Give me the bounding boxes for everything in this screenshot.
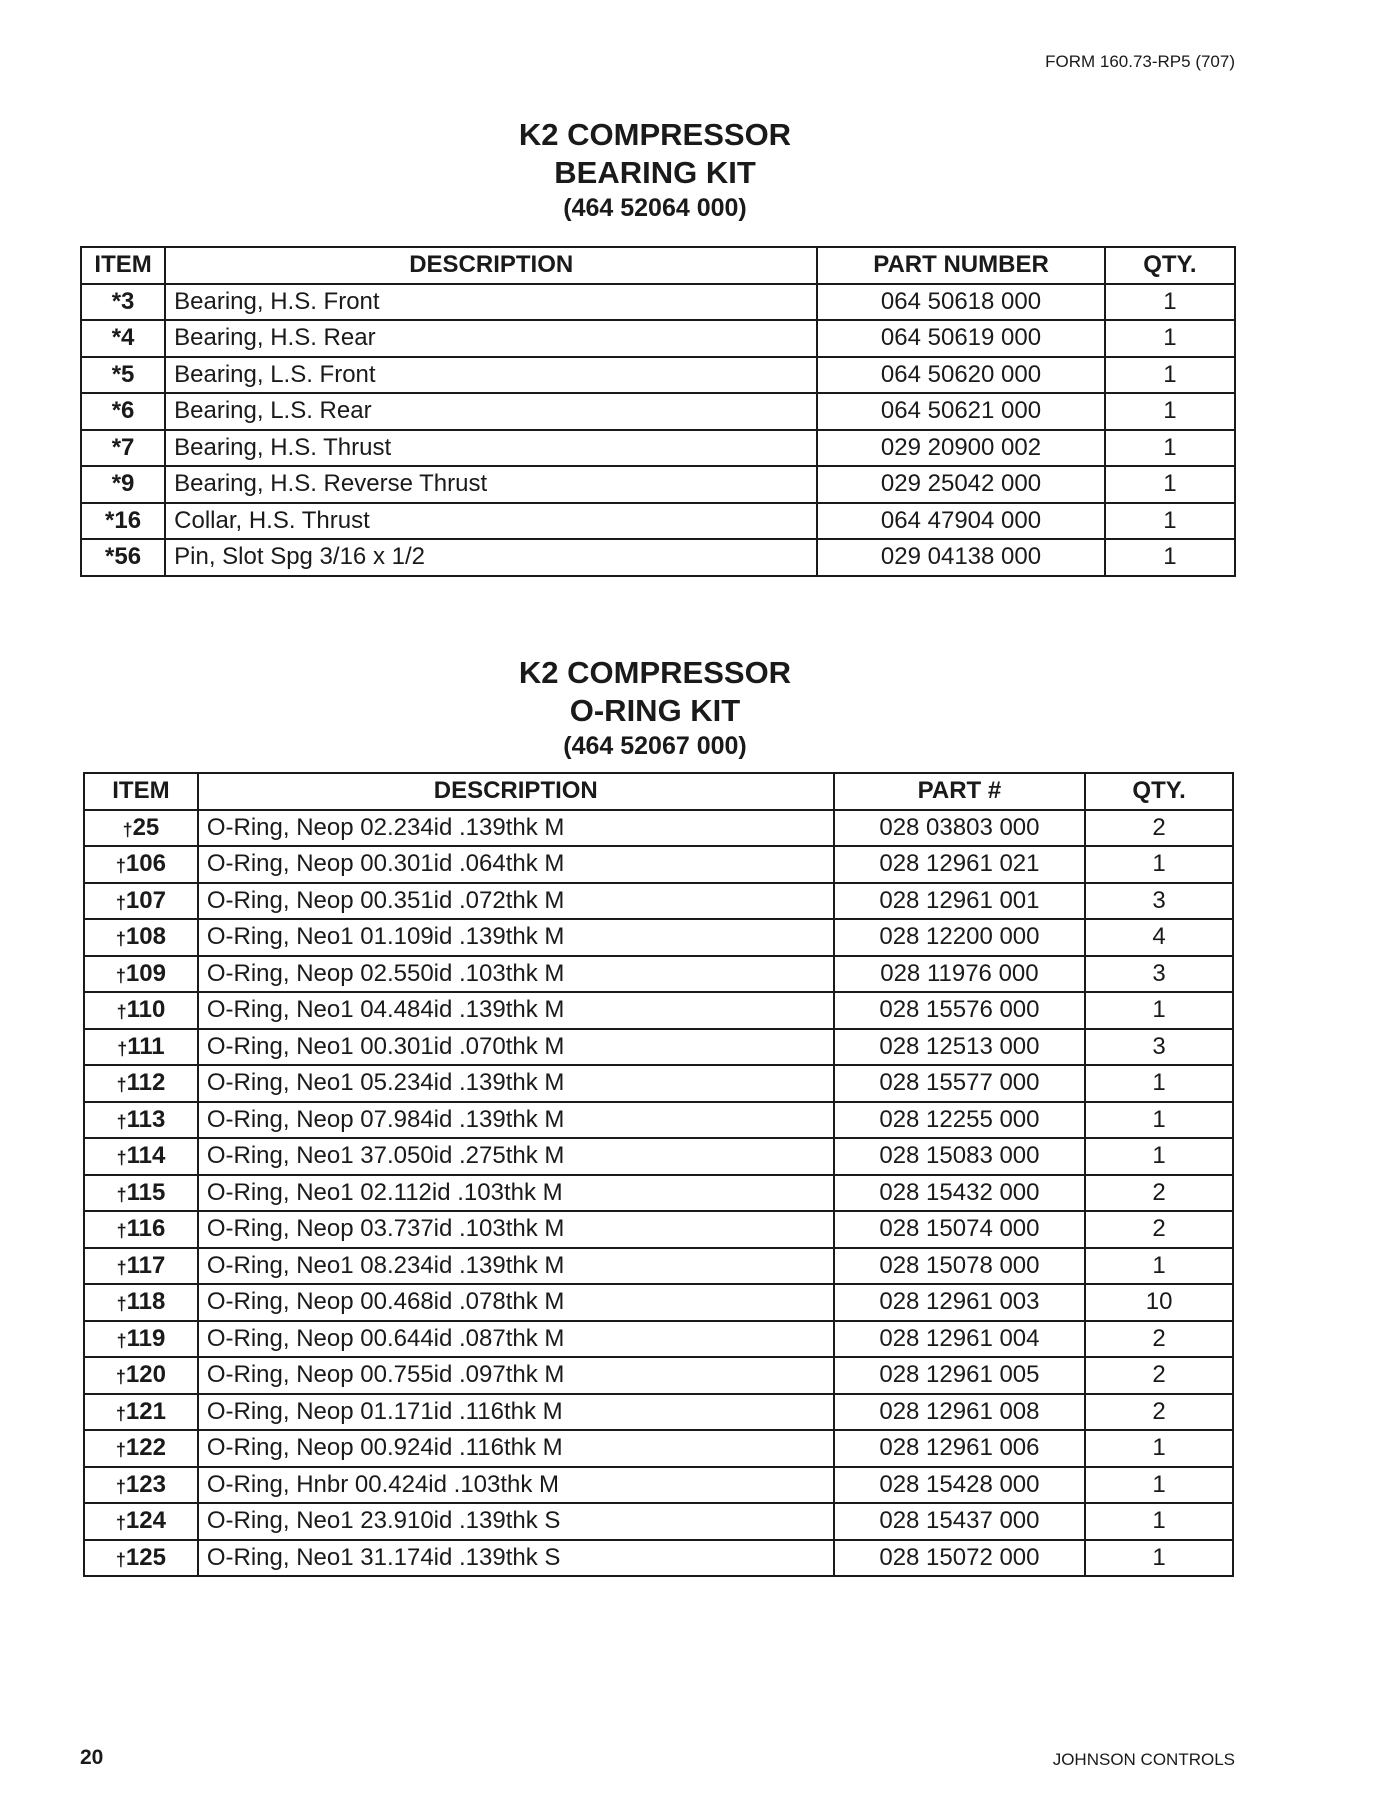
qty-cell: 1	[1105, 539, 1235, 576]
table-row	[84, 1211, 1233, 1248]
part-number-cell: 028 12961 003	[834, 1284, 1086, 1321]
description-cell: O-Ring, Neop 02.550id .103thk M	[198, 956, 834, 993]
part-number-cell: 028 15432 000	[834, 1175, 1086, 1212]
qty-cell: 1	[1085, 1503, 1233, 1540]
table-row	[84, 1029, 1233, 1066]
qty-cell: 2	[1085, 1321, 1233, 1358]
item-number: 115	[126, 1178, 166, 1206]
description-cell: O-Ring, Neop 00.644id .087thk M	[198, 1321, 834, 1358]
part-number-cell: 029 20900 002	[817, 430, 1104, 467]
dagger-marker: †	[116, 1184, 127, 1205]
part-number-cell: 028 15078 000	[834, 1248, 1086, 1285]
dagger-marker: †	[115, 1549, 126, 1570]
description-cell: O-Ring, Neo1 01.109id .139thk M	[198, 919, 834, 956]
qty-cell: 1	[1105, 284, 1235, 321]
qty-cell: 1	[1085, 1540, 1233, 1577]
description-cell: O-Ring, Neop 00.351id .072thk M	[198, 883, 834, 920]
item-cell	[84, 919, 198, 956]
table-row	[81, 393, 1235, 430]
description-cell: O-Ring, Neo1 02.112id .103thk M	[198, 1175, 834, 1212]
part-number-header: PART #	[834, 773, 1086, 810]
part-number-cell: 028 15074 000	[834, 1211, 1086, 1248]
item-cell	[84, 1284, 198, 1321]
table-row	[84, 1284, 1233, 1321]
qty-cell: 1	[1105, 357, 1235, 394]
qty-cell: 3	[1085, 956, 1233, 993]
description-cell: O-Ring, Neop 00.468id .078thk M	[198, 1284, 834, 1321]
part-number-cell: 064 50619 000	[817, 320, 1104, 357]
item-cell	[84, 1394, 198, 1431]
description-cell: Collar, H.S. Thrust	[165, 503, 817, 540]
part-number-cell: 028 12961 005	[834, 1357, 1086, 1394]
table-row	[84, 1138, 1233, 1175]
qty-cell: 2	[1085, 810, 1233, 847]
part-number-cell: 028 11976 000	[834, 956, 1086, 993]
item-number: 114	[126, 1142, 166, 1170]
dagger-marker: †	[115, 1403, 126, 1424]
item-cell	[84, 1321, 198, 1358]
description-header: DESCRIPTION	[165, 247, 817, 284]
description-cell: O-Ring, Neo1 08.234id .139thk M	[198, 1248, 834, 1285]
table-row	[81, 503, 1235, 540]
qty-cell: 1	[1105, 320, 1235, 357]
item-cell	[84, 883, 198, 920]
dagger-marker: †	[115, 1476, 126, 1497]
part-number-cell: 064 47904 000	[817, 503, 1104, 540]
qty-cell: 1	[1085, 1138, 1233, 1175]
part-number-cell: 028 12961 021	[834, 846, 1086, 883]
qty-cell: 1	[1085, 1430, 1233, 1467]
dagger-marker: †	[115, 1367, 126, 1388]
qty-header: QTY.	[1085, 773, 1233, 810]
dagger-marker: †	[116, 1294, 127, 1315]
description-cell: Bearing, H.S. Front	[165, 284, 817, 321]
qty-cell: 1	[1105, 503, 1235, 540]
dagger-marker: †	[117, 1038, 128, 1059]
item-cell: *7	[81, 430, 165, 467]
item-number: 106	[125, 850, 166, 878]
dagger-marker: †	[115, 1440, 126, 1461]
bearing-kit-table	[80, 246, 1236, 577]
dagger-marker: †	[116, 1330, 127, 1351]
part-number-cell: 028 12200 000	[834, 919, 1086, 956]
item-number: 108	[125, 923, 166, 951]
table-row	[84, 1540, 1233, 1577]
table-row	[84, 1175, 1233, 1212]
description-cell: O-Ring, Neop 00.924id .116thk M	[198, 1430, 834, 1467]
item-number: 124	[125, 1507, 166, 1535]
description-cell: O-Ring, Neop 00.301id .064thk M	[198, 846, 834, 883]
part-number-cell: 028 12961 004	[834, 1321, 1086, 1358]
item-cell	[84, 1175, 198, 1212]
qty-header: QTY.	[1105, 247, 1235, 284]
table-header-row	[81, 247, 1235, 284]
item-number: 125	[125, 1543, 166, 1571]
table-row	[84, 1430, 1233, 1467]
table-row	[81, 466, 1235, 503]
title-line-2: BEARING KIT	[554, 155, 756, 190]
item-number: 116	[126, 1215, 166, 1243]
table-row	[84, 846, 1233, 883]
description-cell: Pin, Slot Spg 3/16 x 1/2	[165, 539, 817, 576]
qty-cell: 3	[1085, 883, 1233, 920]
part-number-cell: 028 15072 000	[834, 1540, 1086, 1577]
title-line-1: K2 COMPRESSOR	[518, 117, 792, 152]
qty-cell: 2	[1085, 1175, 1233, 1212]
item-cell	[84, 1467, 198, 1504]
item-cell	[84, 1138, 198, 1175]
part-number-cell: 064 50620 000	[817, 357, 1104, 394]
title-line-1: K2 COMPRESSOR	[518, 655, 792, 690]
item-cell	[84, 1102, 198, 1139]
item-number: 119	[126, 1324, 166, 1352]
qty-cell: 1	[1085, 992, 1233, 1029]
description-cell: Bearing, H.S. Thrust	[165, 430, 817, 467]
item-cell	[84, 956, 198, 993]
qty-cell: 1	[1085, 1467, 1233, 1504]
qty-cell: 1	[1105, 393, 1235, 430]
description-cell: Bearing, H.S. Reverse Thrust	[165, 466, 817, 503]
part-number-cell: 029 04138 000	[817, 539, 1104, 576]
item-cell: *56	[81, 539, 165, 576]
description-cell: Bearing, H.S. Rear	[165, 320, 817, 357]
item-number: 118	[126, 1288, 166, 1316]
item-number: 113	[126, 1105, 166, 1133]
item-cell: *9	[81, 466, 165, 503]
qty-cell: 1	[1085, 1102, 1233, 1139]
table-row	[81, 284, 1235, 321]
part-number-cell: 028 12961 006	[834, 1430, 1086, 1467]
table-row	[84, 1467, 1233, 1504]
description-cell: O-Ring, Neop 00.755id .097thk M	[198, 1357, 834, 1394]
table-row	[81, 539, 1235, 576]
qty-cell: 1	[1105, 430, 1235, 467]
item-cell: *4	[81, 320, 165, 357]
description-header: DESCRIPTION	[198, 773, 834, 810]
part-number-cell: 028 15577 000	[834, 1065, 1086, 1102]
description-cell: O-Ring, Neo1 37.050id .275thk M	[198, 1138, 834, 1175]
part-number-cell: 028 12961 001	[834, 883, 1086, 920]
part-number-cell: 028 12961 008	[834, 1394, 1086, 1431]
description-cell: Bearing, L.S. Front	[165, 357, 817, 394]
part-number-cell: 064 50618 000	[817, 284, 1104, 321]
description-cell: O-Ring, Neo1 05.234id .139thk M	[198, 1065, 834, 1102]
page-number: 20	[80, 1746, 104, 1769]
part-number-cell: 029 25042 000	[817, 466, 1104, 503]
table-row	[84, 810, 1233, 847]
item-number: 123	[125, 1470, 166, 1498]
dagger-marker: †	[115, 892, 126, 913]
table-header-row	[84, 773, 1233, 810]
item-cell	[84, 846, 198, 883]
dagger-marker: †	[116, 1002, 127, 1023]
item-cell	[84, 1503, 198, 1540]
table-row	[84, 1503, 1233, 1540]
description-cell: Bearing, L.S. Rear	[165, 393, 817, 430]
item-cell: *5	[81, 357, 165, 394]
item-cell	[84, 1540, 198, 1577]
description-cell: O-Ring, Neop 02.234id .139thk M	[198, 810, 834, 847]
description-cell: O-Ring, Neo1 23.910id .139thk S	[198, 1503, 834, 1540]
description-cell: O-Ring, Neo1 00.301id .070thk M	[198, 1029, 834, 1066]
kit-number: (464 52067 000)	[563, 732, 747, 760]
table-row	[84, 1394, 1233, 1431]
item-number: 122	[125, 1434, 166, 1462]
description-cell: O-Ring, Hnbr 00.424id .103thk M	[198, 1467, 834, 1504]
item-number: 121	[125, 1397, 166, 1425]
item-number: 111	[127, 1032, 165, 1060]
table-row	[84, 1102, 1233, 1139]
qty-cell: 2	[1085, 1394, 1233, 1431]
item-header: ITEM	[81, 247, 165, 284]
table-row	[84, 1065, 1233, 1102]
part-number-header: PART NUMBER	[817, 247, 1104, 284]
table-row	[81, 320, 1235, 357]
item-number: 25	[132, 813, 160, 841]
table-row	[84, 992, 1233, 1029]
item-number: 120	[125, 1361, 166, 1389]
qty-cell: 1	[1085, 1248, 1233, 1285]
dagger-marker: †	[115, 856, 126, 877]
table-row	[84, 956, 1233, 993]
qty-cell: 10	[1085, 1284, 1233, 1321]
table-row	[84, 919, 1233, 956]
dagger-marker: †	[115, 965, 126, 986]
qty-cell: 1	[1085, 846, 1233, 883]
item-cell	[84, 1029, 198, 1066]
part-number-cell: 028 12513 000	[834, 1029, 1086, 1066]
dagger-marker: †	[116, 1075, 127, 1096]
item-cell	[84, 1211, 198, 1248]
item-number: 110	[126, 996, 166, 1024]
qty-cell: 2	[1085, 1357, 1233, 1394]
dagger-marker: †	[115, 1513, 126, 1534]
dagger-marker: †	[116, 1111, 127, 1132]
part-number-cell: 028 03803 000	[834, 810, 1086, 847]
part-number-cell: 028 15576 000	[834, 992, 1086, 1029]
description-cell: O-Ring, Neop 07.984id .139thk M	[198, 1102, 834, 1139]
item-cell	[84, 810, 198, 847]
part-number-cell: 028 15437 000	[834, 1503, 1086, 1540]
qty-cell: 2	[1085, 1211, 1233, 1248]
item-number: 107	[125, 886, 166, 914]
dagger-marker: †	[116, 1257, 127, 1278]
description-cell: O-Ring, Neop 03.737id .103thk M	[198, 1211, 834, 1248]
description-cell: O-Ring, Neo1 31.174id .139thk S	[198, 1540, 834, 1577]
item-cell: *3	[81, 284, 165, 321]
form-code: FORM 160.73-RP5 (707)	[1045, 52, 1235, 71]
oring-kit-table	[83, 772, 1234, 1577]
item-cell	[84, 1065, 198, 1102]
dagger-marker: †	[115, 929, 126, 950]
title-line-2: O-RING KIT	[569, 693, 741, 728]
qty-cell: 1	[1085, 1065, 1233, 1102]
oring-kit-title	[0, 654, 1310, 762]
dagger-marker: †	[122, 819, 133, 840]
qty-cell: 4	[1085, 919, 1233, 956]
item-cell	[84, 1248, 198, 1285]
table-row	[84, 1357, 1233, 1394]
part-number-cell: 064 50621 000	[817, 393, 1104, 430]
dagger-marker: †	[116, 1148, 127, 1169]
qty-cell: 1	[1105, 466, 1235, 503]
table-row	[84, 1321, 1233, 1358]
table-row	[81, 357, 1235, 394]
part-number-cell: 028 12255 000	[834, 1102, 1086, 1139]
description-cell: O-Ring, Neo1 04.484id .139thk M	[198, 992, 834, 1029]
table-row	[84, 1248, 1233, 1285]
item-number: 117	[126, 1251, 166, 1279]
item-cell	[84, 992, 198, 1029]
item-header: ITEM	[84, 773, 198, 810]
item-cell: *6	[81, 393, 165, 430]
company-name: JOHNSON CONTROLS	[1052, 1750, 1235, 1769]
table-row	[84, 883, 1233, 920]
part-number-cell: 028 15083 000	[834, 1138, 1086, 1175]
table-row	[81, 430, 1235, 467]
qty-cell: 3	[1085, 1029, 1233, 1066]
item-cell	[84, 1430, 198, 1467]
item-cell: *16	[81, 503, 165, 540]
item-number: 112	[126, 1069, 166, 1097]
description-cell: O-Ring, Neop 01.171id .116thk M	[198, 1394, 834, 1431]
kit-number: (464 52064 000)	[563, 194, 747, 222]
dagger-marker: †	[116, 1221, 127, 1242]
item-cell	[84, 1357, 198, 1394]
bearing-kit-title	[0, 116, 1310, 224]
part-number-cell: 028 15428 000	[834, 1467, 1086, 1504]
item-number: 109	[125, 959, 166, 987]
